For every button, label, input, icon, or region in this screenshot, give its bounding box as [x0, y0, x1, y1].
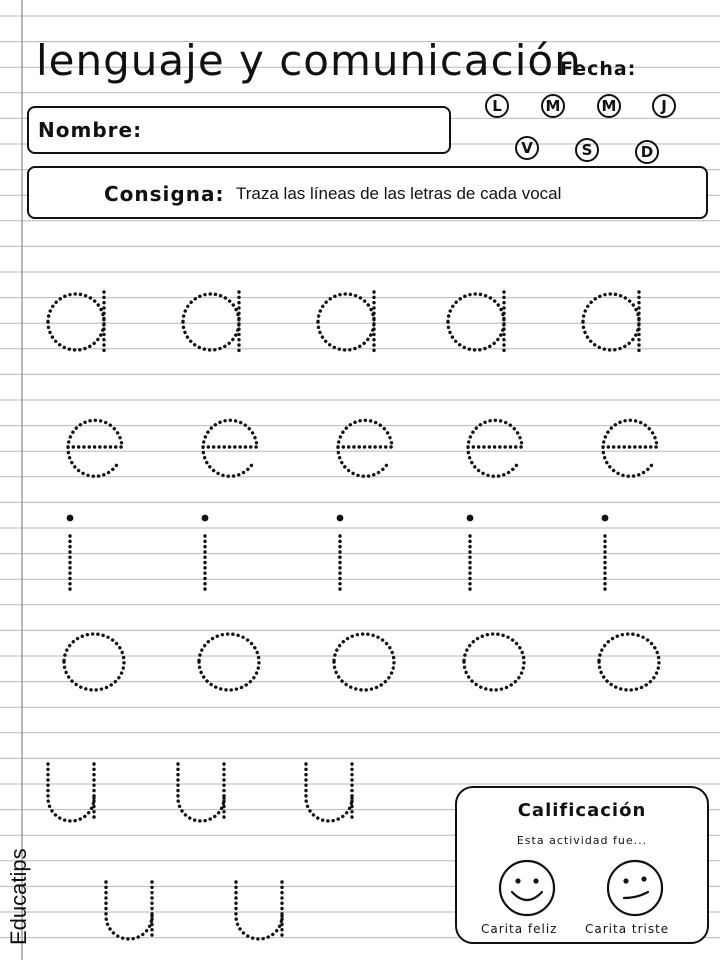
trace-letter-o[interactable] — [464, 634, 524, 690]
trace-letter-a[interactable] — [183, 292, 239, 352]
happy-face-label: Carita feliz — [481, 922, 558, 936]
trace-letter-a[interactable] — [448, 292, 504, 352]
trace-letter-e[interactable] — [338, 420, 392, 476]
nombre-label: Nombre: — [38, 118, 143, 142]
day-circle-wednesday[interactable]: M — [597, 94, 621, 118]
consigna-text: Traza las líneas de las letras de cada vocal — [236, 184, 562, 203]
day-circle-sunday[interactable]: D — [635, 140, 659, 164]
happy-face-icon[interactable] — [497, 858, 557, 918]
trace-letter-e[interactable] — [203, 420, 257, 476]
trace-letter-o[interactable] — [334, 634, 394, 690]
trace-letter-u[interactable] — [178, 764, 224, 822]
trace-letter-i[interactable] — [337, 515, 344, 592]
calificacion-box — [455, 786, 709, 944]
day-circle-friday[interactable]: V — [515, 136, 539, 160]
calificacion-subtitle: Esta actividad fue... — [516, 834, 648, 847]
trace-letter-a[interactable] — [48, 292, 104, 352]
trace-letter-a[interactable] — [318, 292, 374, 352]
trace-letter-u[interactable] — [306, 764, 352, 822]
trace-letter-u[interactable] — [236, 882, 282, 940]
trace-letter-u[interactable] — [48, 764, 94, 822]
trace-letter-i[interactable] — [467, 515, 474, 592]
trace-letter-e[interactable] — [603, 420, 657, 476]
sad-face-icon[interactable] — [605, 858, 665, 918]
worksheet-title: lenguaje y comunicación — [36, 36, 582, 85]
trace-letter-i[interactable] — [202, 515, 209, 592]
sad-face-label: Carita triste — [585, 922, 670, 936]
fecha-label: Fecha: — [560, 58, 637, 80]
trace-letter-u[interactable] — [106, 882, 152, 940]
trace-letter-a[interactable] — [583, 292, 639, 352]
trace-letter-o[interactable] — [64, 634, 124, 690]
trace-letter-e[interactable] — [68, 420, 122, 476]
trace-letter-o[interactable] — [599, 634, 659, 690]
trace-letter-e[interactable] — [468, 420, 522, 476]
trace-letter-i[interactable] — [67, 515, 74, 592]
day-circle-monday[interactable]: L — [485, 94, 509, 118]
educatips-watermark: Educatips — [6, 848, 31, 945]
day-circle-saturday[interactable]: S — [575, 138, 599, 162]
consigna-label: Consigna: — [104, 182, 225, 206]
trace-letter-o[interactable] — [199, 634, 259, 690]
trace-letter-i[interactable] — [602, 515, 609, 592]
calificacion-title: Calificación — [517, 800, 647, 821]
day-circle-thursday[interactable]: J — [652, 94, 676, 118]
day-circle-tuesday[interactable]: M — [541, 94, 565, 118]
